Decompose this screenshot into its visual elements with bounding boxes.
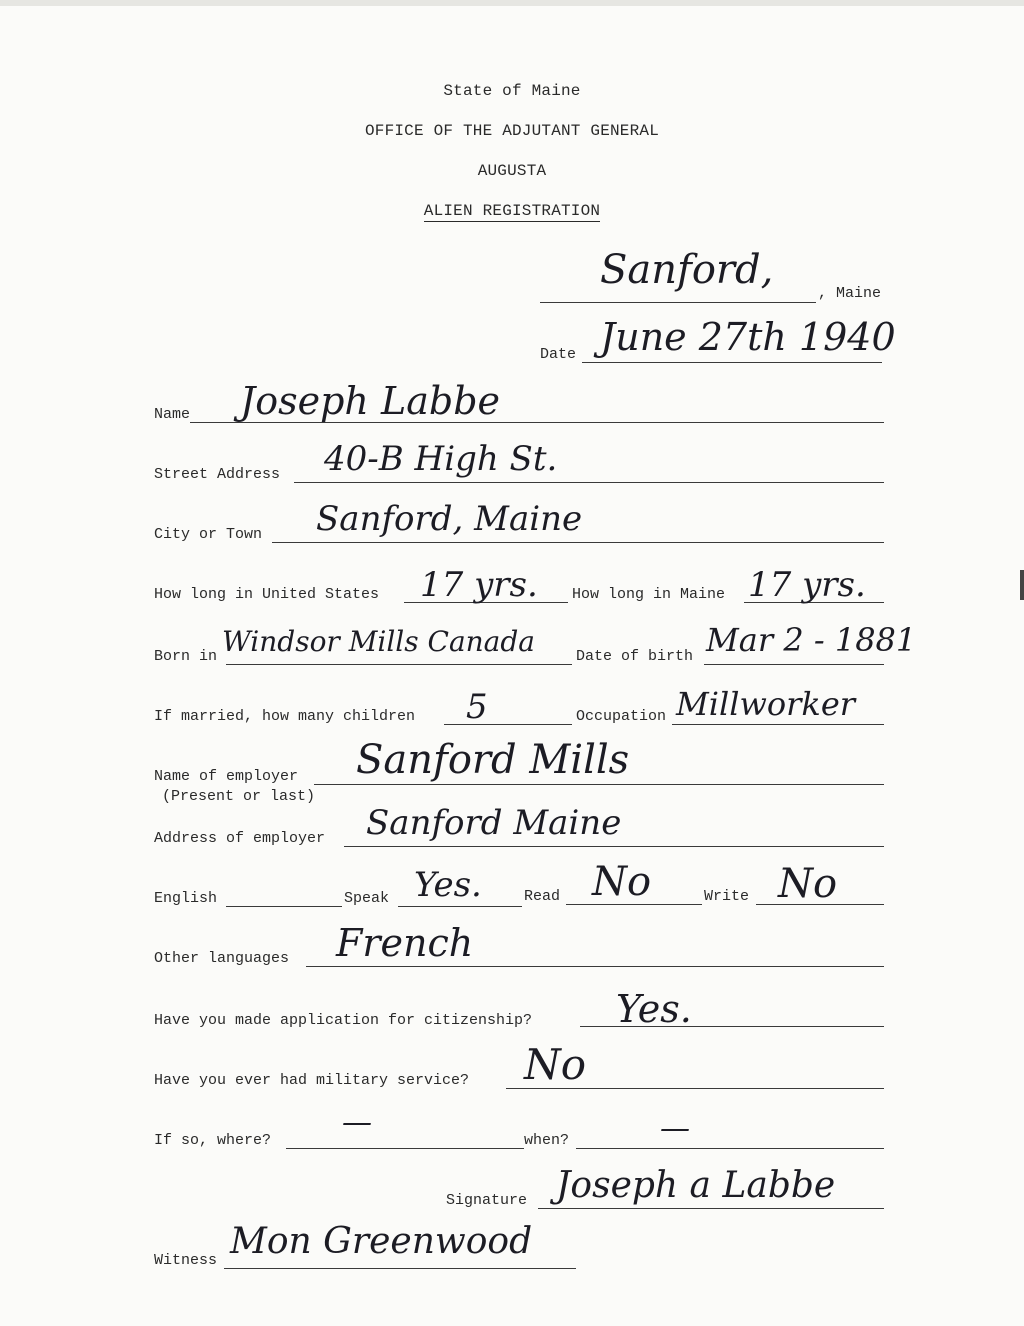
how-long-us-label: How long in United States xyxy=(154,586,380,603)
when-value: — xyxy=(660,1111,690,1146)
witness-line xyxy=(224,1268,576,1269)
occupation-value: Millworker xyxy=(676,685,856,723)
occupation-label: Occupation xyxy=(576,708,667,725)
born-value: Windsor Mills Canada xyxy=(222,625,535,658)
name-label: Name xyxy=(154,406,191,423)
english-label: English xyxy=(154,890,218,907)
street-line xyxy=(294,482,884,483)
date-label: Date xyxy=(540,346,577,363)
children-line xyxy=(444,724,572,725)
how-long-me-label: How long in Maine xyxy=(572,586,726,603)
employer-label: Name of employer xyxy=(154,768,299,785)
other-languages-value: French xyxy=(336,921,474,965)
dob-label: Date of birth xyxy=(576,648,694,665)
when-line xyxy=(576,1148,884,1149)
street-label: Street Address xyxy=(154,466,281,483)
signature-label: Signature xyxy=(446,1192,528,1209)
signature-line xyxy=(538,1208,884,1209)
speak-line xyxy=(398,906,522,907)
city-label: City or Town xyxy=(154,526,263,543)
where-value: — xyxy=(342,1105,372,1140)
employer-address-line xyxy=(344,846,884,847)
born-label: Born in xyxy=(154,648,218,665)
signature-value: Joseph a Labbe xyxy=(556,1165,836,1206)
witness-label: Witness xyxy=(154,1252,218,1269)
place-line xyxy=(540,302,816,303)
dob-value: Mar 2 - 1881 xyxy=(706,621,917,659)
citizenship-value: Yes. xyxy=(616,987,692,1031)
city-heading: AUGUSTA xyxy=(477,162,547,180)
office-heading: OFFICE OF THE ADJUTANT GENERAL xyxy=(364,122,660,140)
employer-line xyxy=(314,784,884,785)
employer-address-value: Sanford Maine xyxy=(366,803,622,843)
military-value: No xyxy=(524,1040,587,1089)
write-value: No xyxy=(778,861,838,907)
when-label: when? xyxy=(524,1132,570,1149)
write-label: Write xyxy=(704,888,750,905)
street-value: 40-B High St. xyxy=(324,439,558,479)
state-heading: State of Maine xyxy=(443,82,581,100)
employer-value: Sanford Mills xyxy=(356,737,630,783)
witness-value: Mon Greenwood xyxy=(230,1221,533,1262)
date-line xyxy=(582,362,882,363)
city-value: Sanford, Maine xyxy=(316,499,583,539)
how-long-us-value: 17 yrs. xyxy=(420,565,538,605)
edge-mark xyxy=(1020,570,1024,600)
citizenship-label: Have you made application for citizenship? xyxy=(154,1012,533,1029)
read-value: No xyxy=(592,859,652,905)
where-label: If so, where? xyxy=(154,1132,272,1149)
place-value: Sanford, xyxy=(600,247,774,293)
read-label: Read xyxy=(524,888,561,905)
employer-sub-label: (Present or last) xyxy=(162,788,316,805)
dob-line xyxy=(704,664,884,665)
children-value: 5 xyxy=(466,687,488,727)
occupation-line xyxy=(672,724,884,725)
military-label: Have you ever had military service? xyxy=(154,1072,470,1089)
how-long-me-value: 17 yrs. xyxy=(748,565,866,605)
born-line xyxy=(226,664,572,665)
speak-label: Speak xyxy=(344,890,390,907)
other-languages-label: Other languages xyxy=(154,950,290,967)
other-languages-line xyxy=(306,966,884,967)
maine-label: , Maine xyxy=(818,285,882,302)
speak-value: Yes. xyxy=(414,865,482,905)
children-label: If married, how many children xyxy=(154,708,416,725)
city-line xyxy=(272,542,884,543)
form-title: ALIEN REGISTRATION xyxy=(423,202,601,220)
date-value: June 27th 1940 xyxy=(600,315,896,359)
name-value: Joseph Labbe xyxy=(240,379,501,423)
english-line xyxy=(226,906,342,907)
where-line xyxy=(286,1148,524,1149)
employer-address-label: Address of employer xyxy=(154,830,326,847)
